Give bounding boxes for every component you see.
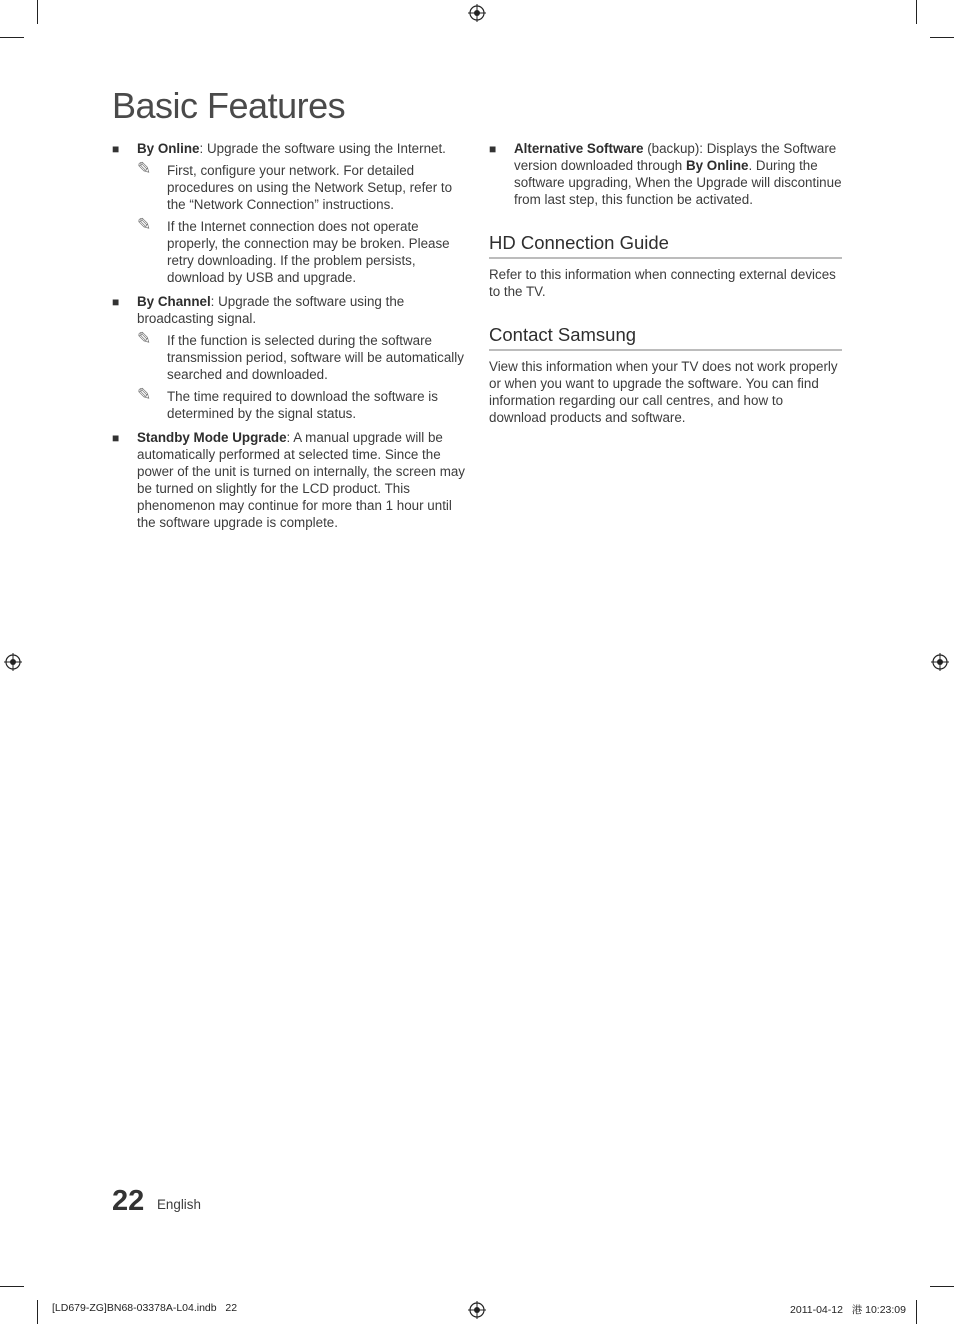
imprint-file: [LD679-ZG]BN68-03378A-L04.indb 22 xyxy=(52,1302,238,1314)
note-text: First, configure your network. For detailed procedures on using the Network Setup, refer to the “Network Connection” instructions. xyxy=(167,163,453,212)
left-column xyxy=(112,140,467,538)
list-item-standby-mode xyxy=(112,429,467,531)
crop-mark xyxy=(930,37,954,38)
crop-mark xyxy=(916,1300,917,1324)
crop-mark xyxy=(0,37,24,38)
page-number: 22 xyxy=(112,1185,145,1217)
alternative-text-1: (backup): Displays the Software version downloaded through xyxy=(514,141,837,173)
note-text: The time required to download the software is determined by the signal status. xyxy=(167,389,438,421)
crop-mark xyxy=(37,1300,38,1324)
contact-samsung-body: View this information when your TV does not work properly or when you want to upgrade the software. You can find information regarding our call centres, and how to download products and software. xyxy=(489,359,838,425)
term-alternative-software: Alternative Software xyxy=(514,141,644,156)
note-text: If the Internet connection does not operate properly, the connection may be broken. Please retry downloading. If the problem persists, download by USB and upgrade. xyxy=(167,219,450,285)
hd-connection-heading: HD Connection Guide xyxy=(489,232,842,259)
term-by-online: By Online xyxy=(137,141,200,156)
term-by-channel: By Channel xyxy=(137,294,211,309)
alternative-text-2: . During the software upgrading, When the Upgrade will discontinue from last step, this function be activated. xyxy=(514,158,842,207)
crop-mark xyxy=(916,0,917,24)
note-text: If the function is selected during the software transmission period, software will be automatically searched and downloaded. xyxy=(167,333,464,382)
hd-connection-section xyxy=(489,232,842,300)
registration-mark-icon xyxy=(468,1301,486,1319)
registration-mark-icon xyxy=(468,4,486,22)
bullet-square-icon: ■ xyxy=(489,142,497,156)
note xyxy=(137,329,467,383)
right-column xyxy=(489,140,842,426)
pencil-note-icon: ✎ xyxy=(137,385,152,404)
page-title: Basic Features xyxy=(112,85,346,126)
imprint-timestamp: 2011-04-12 港 10:23:09 xyxy=(790,1304,906,1316)
standby-text: : A manual upgrade will be automatically performed at selected time. Since the power of the unit is turned on internally, the screen may be turned on slightly for the LCD product. This phenomenon may continue for more than 1 hour until the software upgrade is complete. xyxy=(137,430,465,530)
registration-mark-icon xyxy=(4,653,22,671)
contact-samsung-heading: Contact Samsung xyxy=(489,324,842,351)
hd-connection-body: Refer to this information when connecting external devices to the TV. xyxy=(489,267,836,299)
bullet-square-icon: ■ xyxy=(112,295,120,309)
term-by-online-ref: By Online xyxy=(685,158,749,173)
note xyxy=(137,385,467,422)
registration-mark-icon xyxy=(931,653,949,671)
page-language: English xyxy=(157,1197,201,1212)
by-channel-text: : Upgrade the software using the broadcasting signal. xyxy=(137,294,405,326)
pencil-note-icon: ✎ xyxy=(137,215,152,234)
crop-mark xyxy=(37,0,38,24)
term-standby-mode: Standby Mode Upgrade xyxy=(137,430,287,445)
list-item-alternative-software xyxy=(489,140,842,208)
pencil-note-icon: ✎ xyxy=(137,159,152,178)
bullet-square-icon: ■ xyxy=(112,142,120,156)
by-online-text: : Upgrade the software using the Internet. xyxy=(199,141,446,156)
pencil-note-icon: ✎ xyxy=(137,329,152,348)
crop-mark xyxy=(930,1286,954,1287)
crop-mark xyxy=(0,1286,24,1287)
note xyxy=(137,215,467,286)
contact-samsung-section xyxy=(489,324,842,426)
note xyxy=(137,159,467,213)
list-item-by-online xyxy=(112,140,467,286)
list-item-by-channel xyxy=(112,293,467,422)
bullet-square-icon: ■ xyxy=(112,431,120,445)
